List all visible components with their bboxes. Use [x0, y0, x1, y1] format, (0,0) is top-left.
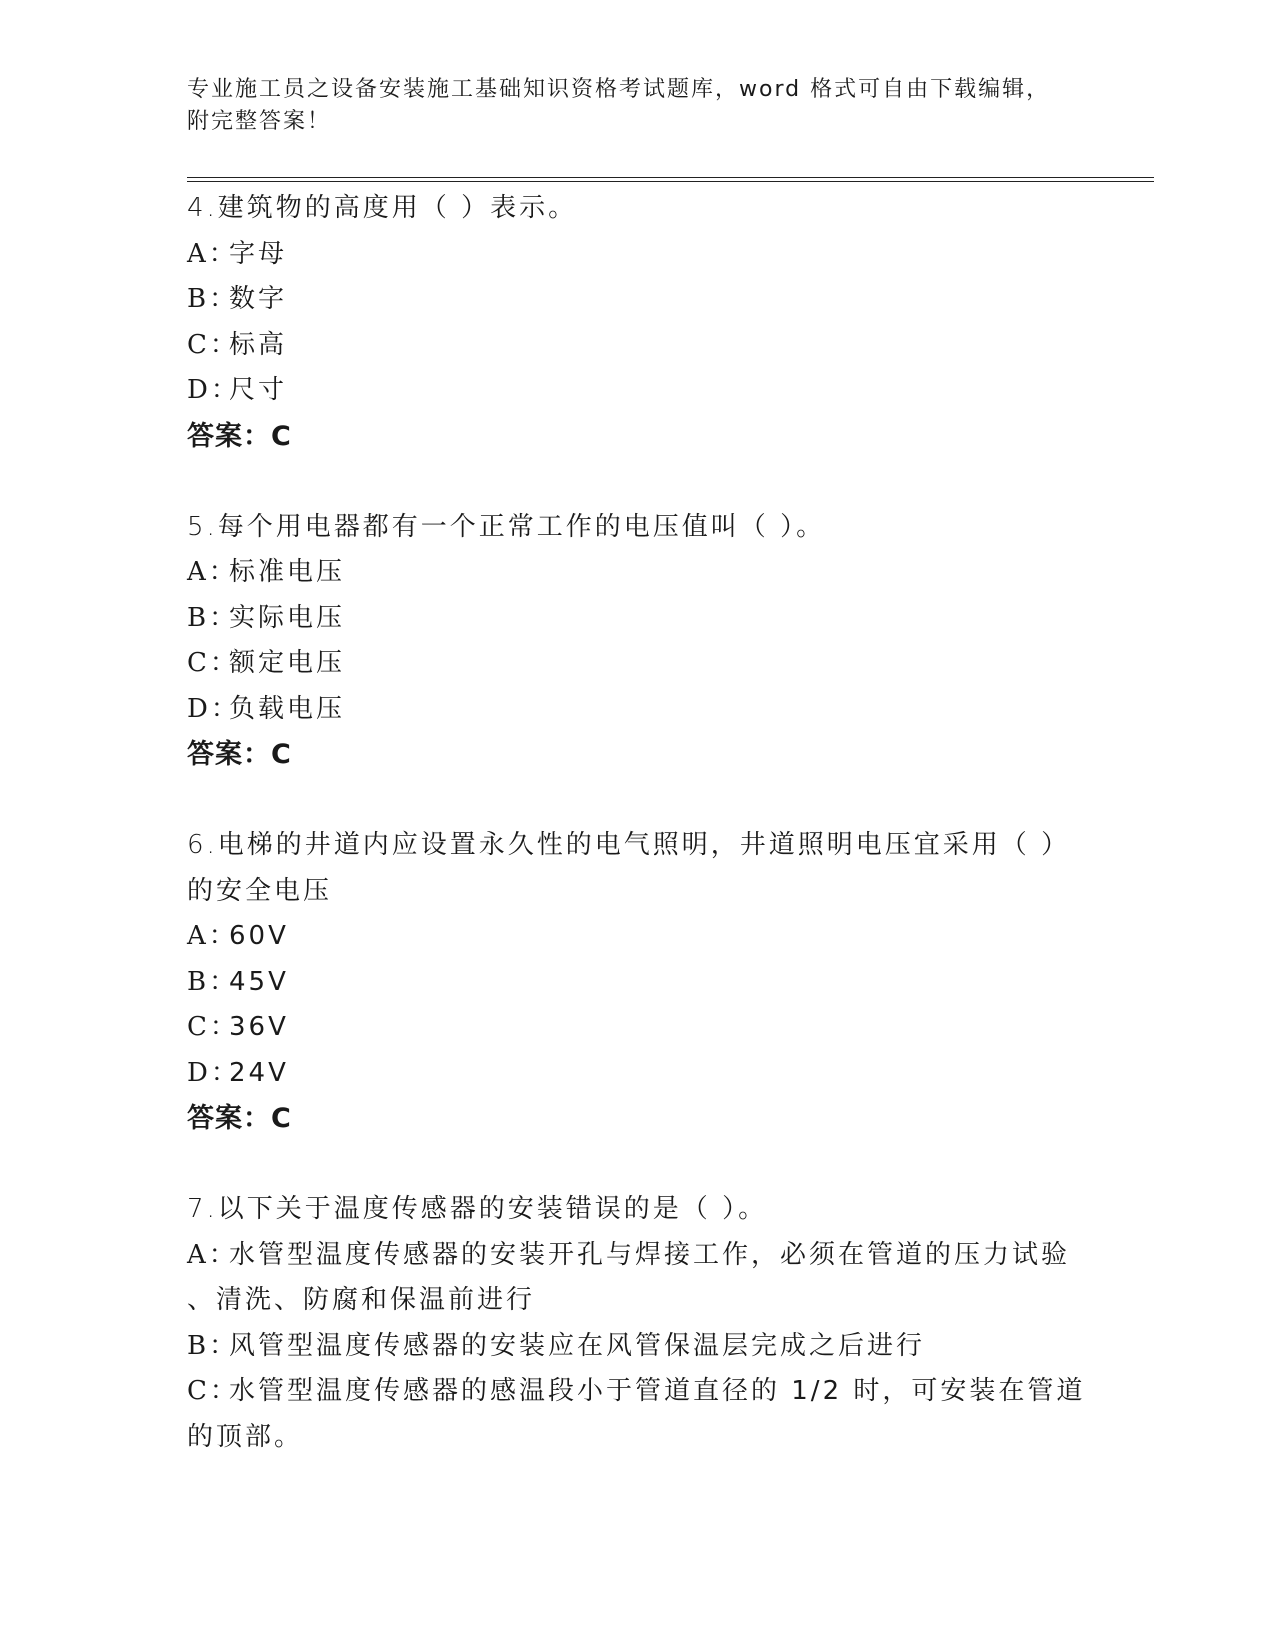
option-text: 标高	[229, 329, 288, 360]
option-b	[187, 277, 1087, 323]
header-divider	[187, 177, 1154, 182]
question-list	[187, 186, 1087, 1460]
option-text: 36V	[229, 1012, 289, 1042]
option-a	[187, 232, 1087, 278]
question-stem: 5.每个用电器都有一个正常工作的电压值叫（ ）。	[187, 511, 826, 542]
option-text: 水管型温度传感器的感温段小于管道直径的 1/2 时，可安装在管道	[229, 1376, 1086, 1406]
option-text: 45V	[229, 966, 289, 997]
question-5	[187, 505, 1087, 778]
option-letter: A：	[187, 557, 238, 587]
option-a-cont: 、清洗、防腐和保温前进行	[187, 1285, 536, 1315]
option-letter: C：	[187, 329, 239, 360]
option-text: 数字	[229, 284, 288, 314]
option-d	[187, 687, 1087, 733]
option-letter: D：	[187, 693, 240, 724]
option-c	[187, 641, 1087, 687]
question-4	[187, 186, 1087, 459]
option-a	[187, 914, 1087, 960]
option-letter: B：	[187, 284, 239, 314]
option-text: 标准电压	[229, 557, 346, 587]
option-letter: D：	[187, 1057, 240, 1088]
question-6	[187, 823, 1087, 1142]
header-line-1: 专业施工员之设备安装施工基础知识资格考试题库，word 格式可自由下载编辑，	[187, 77, 1051, 102]
spacer	[187, 459, 1087, 505]
option-letter: B：	[187, 602, 239, 633]
option-a	[187, 550, 1087, 596]
header-line-2: 附完整答案！	[187, 109, 332, 134]
option-letter: C：	[187, 1012, 239, 1042]
option-b	[187, 596, 1087, 642]
question-stem: 4.建筑物的高度用（ ）表示。	[187, 193, 578, 223]
question-stem: 6.电梯的井道内应设置永久性的电气照明，井道照明电压宜采用（ ）	[187, 830, 1071, 860]
option-text: 水管型温度传感器的安装开孔与焊接工作，必须在管道的压力试验	[229, 1239, 1071, 1270]
option-text: 尺寸	[229, 375, 288, 405]
option-text: 负载电压	[229, 693, 346, 724]
option-c-cont: 的顶部。	[187, 1421, 304, 1452]
spacer	[187, 1142, 1087, 1188]
option-text: 24V	[229, 1057, 289, 1088]
answer: 答案：C	[187, 420, 292, 452]
option-d	[187, 1051, 1087, 1097]
option-b	[187, 960, 1087, 1006]
option-d	[187, 368, 1087, 414]
option-letter: D：	[187, 375, 240, 405]
option-text: 60V	[229, 921, 289, 951]
question-7	[187, 1187, 1087, 1460]
answer: 答案：C	[187, 1103, 292, 1134]
option-letter: B：	[187, 1330, 239, 1361]
option-letter: A：	[187, 238, 238, 269]
option-b	[187, 1324, 1087, 1370]
option-c	[187, 1369, 1087, 1415]
option-letter: A：	[187, 921, 238, 951]
option-text: 额定电压	[229, 648, 346, 678]
answer: 答案：C	[187, 739, 292, 770]
document-header	[187, 74, 1087, 138]
option-c	[187, 323, 1087, 369]
spacer	[187, 778, 1087, 824]
option-text: 风管型温度传感器的安装应在风管保温层完成之后进行	[229, 1330, 926, 1361]
option-c	[187, 1005, 1087, 1051]
option-text: 实际电压	[229, 602, 346, 633]
option-letter: C：	[187, 648, 239, 678]
option-letter: A：	[187, 1239, 238, 1270]
option-letter: B：	[187, 966, 239, 997]
option-letter: C：	[187, 1376, 239, 1406]
option-a	[187, 1233, 1087, 1279]
option-text: 字母	[229, 238, 288, 269]
question-stem-cont: 的安全电压	[187, 875, 333, 906]
question-stem: 7.以下关于温度传感器的安装错误的是（ ）。	[187, 1194, 768, 1224]
